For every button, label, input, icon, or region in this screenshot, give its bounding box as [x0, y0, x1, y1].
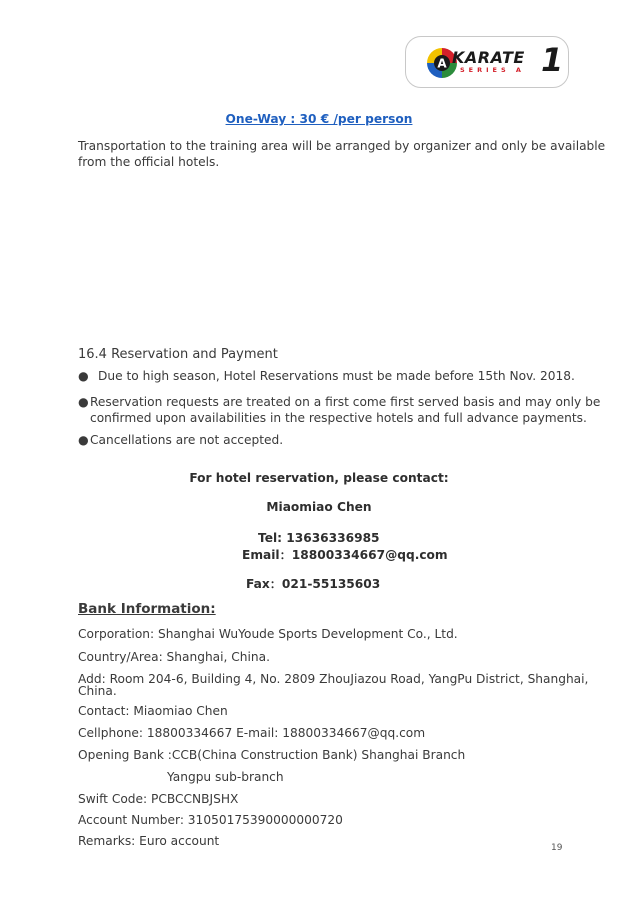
section-title-reservation: 16.4 Reservation and Payment [78, 347, 278, 362]
logo-series-text: SERIES A [460, 66, 525, 74]
bank-line: China. [78, 684, 117, 698]
contact-tel: Tel: 13636336985 [258, 531, 380, 545]
bullet-text: Reservation requests are treated on a first come first served basis and may only be [90, 395, 601, 409]
bank-line: Country/Area: Shanghai, China. [78, 650, 270, 664]
bank-line: Remarks: Euro account [78, 834, 220, 848]
bank-line: Corporation: Shanghai WuYoude Sports Development Co., Ltd. [78, 627, 458, 641]
bank-line: Contact: Miaomiao Chen [78, 704, 228, 718]
contact-email: Email：18800334667@qq.com [242, 548, 448, 562]
bank-line: Account Number: 31050175390000000720 [78, 813, 343, 827]
bullet-marker: ● [78, 395, 89, 409]
one-way-price: One-Way : 30 € /per person [225, 112, 413, 126]
contact-heading: For hotel reservation, please contact: [189, 471, 449, 485]
bank-line: Yangpu sub-branch [167, 770, 284, 784]
transport-note-line-1: Transportation to the training area will be arranged by organizer and only be available [78, 139, 606, 153]
transport-note-line-2: from the official hotels. [78, 155, 220, 169]
logo-brand-text: KARATE [452, 48, 525, 67]
bank-line: Swift Code: PCBCCNBJSHX [78, 792, 239, 806]
bank-line: Add: Room 204-6, Building 4, No. 2809 ZhouJiazou Road, YangPu District, Shanghai, [78, 672, 589, 686]
bullet-marker: ● [78, 433, 89, 447]
bullet-text: Due to high season, Hotel Reservations must be made before 15th Nov. 2018. [98, 369, 575, 383]
logo-mark-letter: A [437, 56, 447, 71]
bullet-marker: ● [78, 369, 89, 383]
bank-line: Cellphone: 18800334667 E-mail: 18800334667@qq.com [78, 726, 426, 740]
bank-info-title: Bank Information: [78, 601, 216, 617]
contact-fax: Fax：021-55135603 [246, 577, 381, 591]
page-number: 19 [551, 843, 563, 853]
bank-line: Opening Bank :CCB(China Construction Bank) Shanghai Branch [78, 748, 466, 762]
bullet-text: Cancellations are not accepted. [90, 433, 284, 447]
contact-name: Miaomiao Chen [266, 500, 372, 514]
logo-number: 1 [541, 41, 564, 79]
bullet-text: confirmed upon availabilities in the respective hotels and full advance payments. [90, 411, 587, 425]
